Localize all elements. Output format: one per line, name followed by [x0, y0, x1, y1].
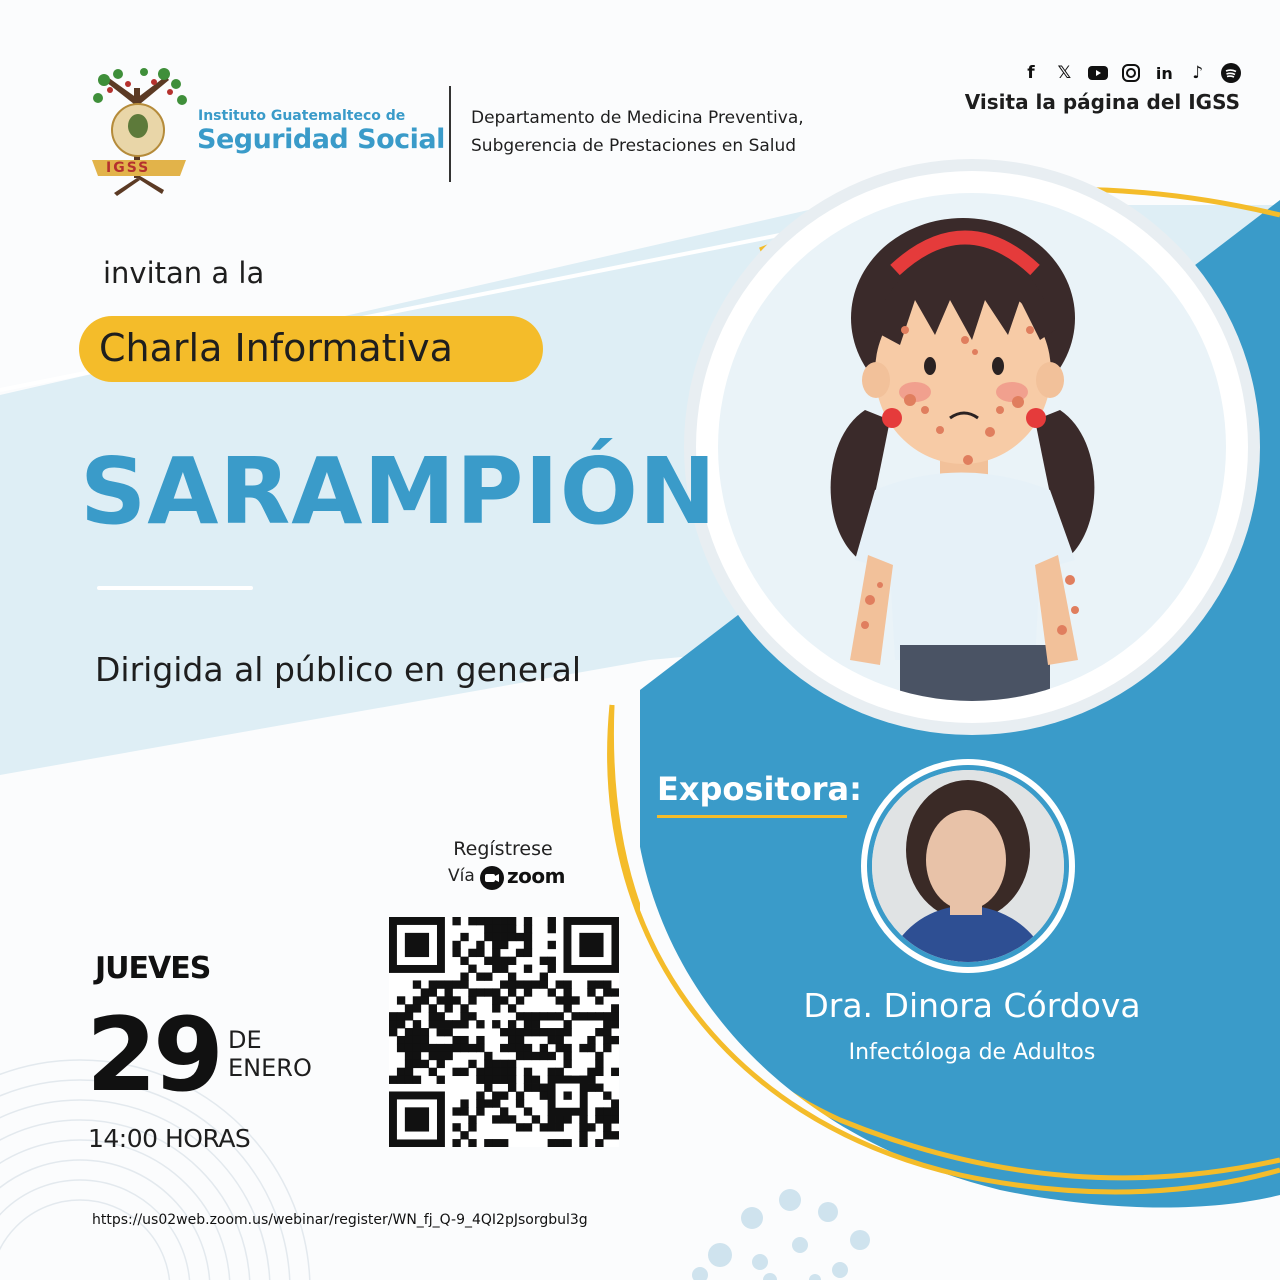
- spotify-icon[interactable]: [1218, 60, 1244, 86]
- logo-text: IGSS: [106, 160, 151, 176]
- igss-logo: [84, 68, 194, 198]
- social-icons: [1018, 60, 1244, 86]
- tiktok-icon[interactable]: ♪: [1192, 63, 1204, 83]
- date-de: DE: [228, 1026, 262, 1054]
- speaker-heading-underline: [657, 815, 847, 818]
- header-divider: [449, 86, 451, 182]
- institute-name-line2: Seguridad Social: [197, 124, 445, 155]
- speaker-name: Dra. Dinora Córdova: [803, 986, 1141, 1025]
- linkedin-icon[interactable]: in: [1155, 63, 1173, 83]
- registration-qr-code[interactable]: [389, 917, 619, 1147]
- x-icon[interactable]: 𝕏: [1057, 63, 1072, 83]
- zoom-logo: zoom: [507, 864, 565, 888]
- event-time: 14:00 HORAS: [88, 1124, 251, 1153]
- facebook-icon[interactable]: f: [1027, 63, 1035, 83]
- intro-text: invitan a la: [103, 256, 265, 290]
- department-line1: Departamento de Medicina Preventiva,: [471, 108, 804, 128]
- event-title: SARAMPIÓN: [80, 438, 717, 545]
- title-underline: [97, 586, 253, 590]
- event-day: 29: [86, 996, 220, 1115]
- department-line2: Subgerencia de Prestaciones en Salud: [471, 136, 797, 156]
- zoom-camera-icon: [480, 866, 504, 890]
- department-text: [471, 104, 804, 160]
- youtube-icon[interactable]: [1085, 60, 1111, 86]
- visit-igss-text: Visita la página del IGSS: [964, 90, 1240, 114]
- institute-name-line1: Instituto Guatemalteco de: [198, 108, 406, 124]
- charla-badge: Charla Informativa: [99, 326, 453, 370]
- weekday: JUEVES: [95, 951, 211, 986]
- event-month: ENERO: [228, 1054, 312, 1082]
- audience-text: Dirigida al público en general: [95, 650, 582, 689]
- registration-link[interactable]: https://us02web.zoom.us/webinar/register/WN_fj_Q-9_4QI2pJsorgbul3g: [92, 1212, 588, 1228]
- register-label: Regístrese: [453, 838, 553, 860]
- speaker-heading: Expositora:: [657, 770, 862, 808]
- speaker-role: Infectóloga de Adultos: [848, 1040, 1096, 1065]
- child-illustration: [684, 159, 1260, 735]
- via-label: Vía: [448, 866, 475, 886]
- instagram-icon[interactable]: [1118, 60, 1144, 86]
